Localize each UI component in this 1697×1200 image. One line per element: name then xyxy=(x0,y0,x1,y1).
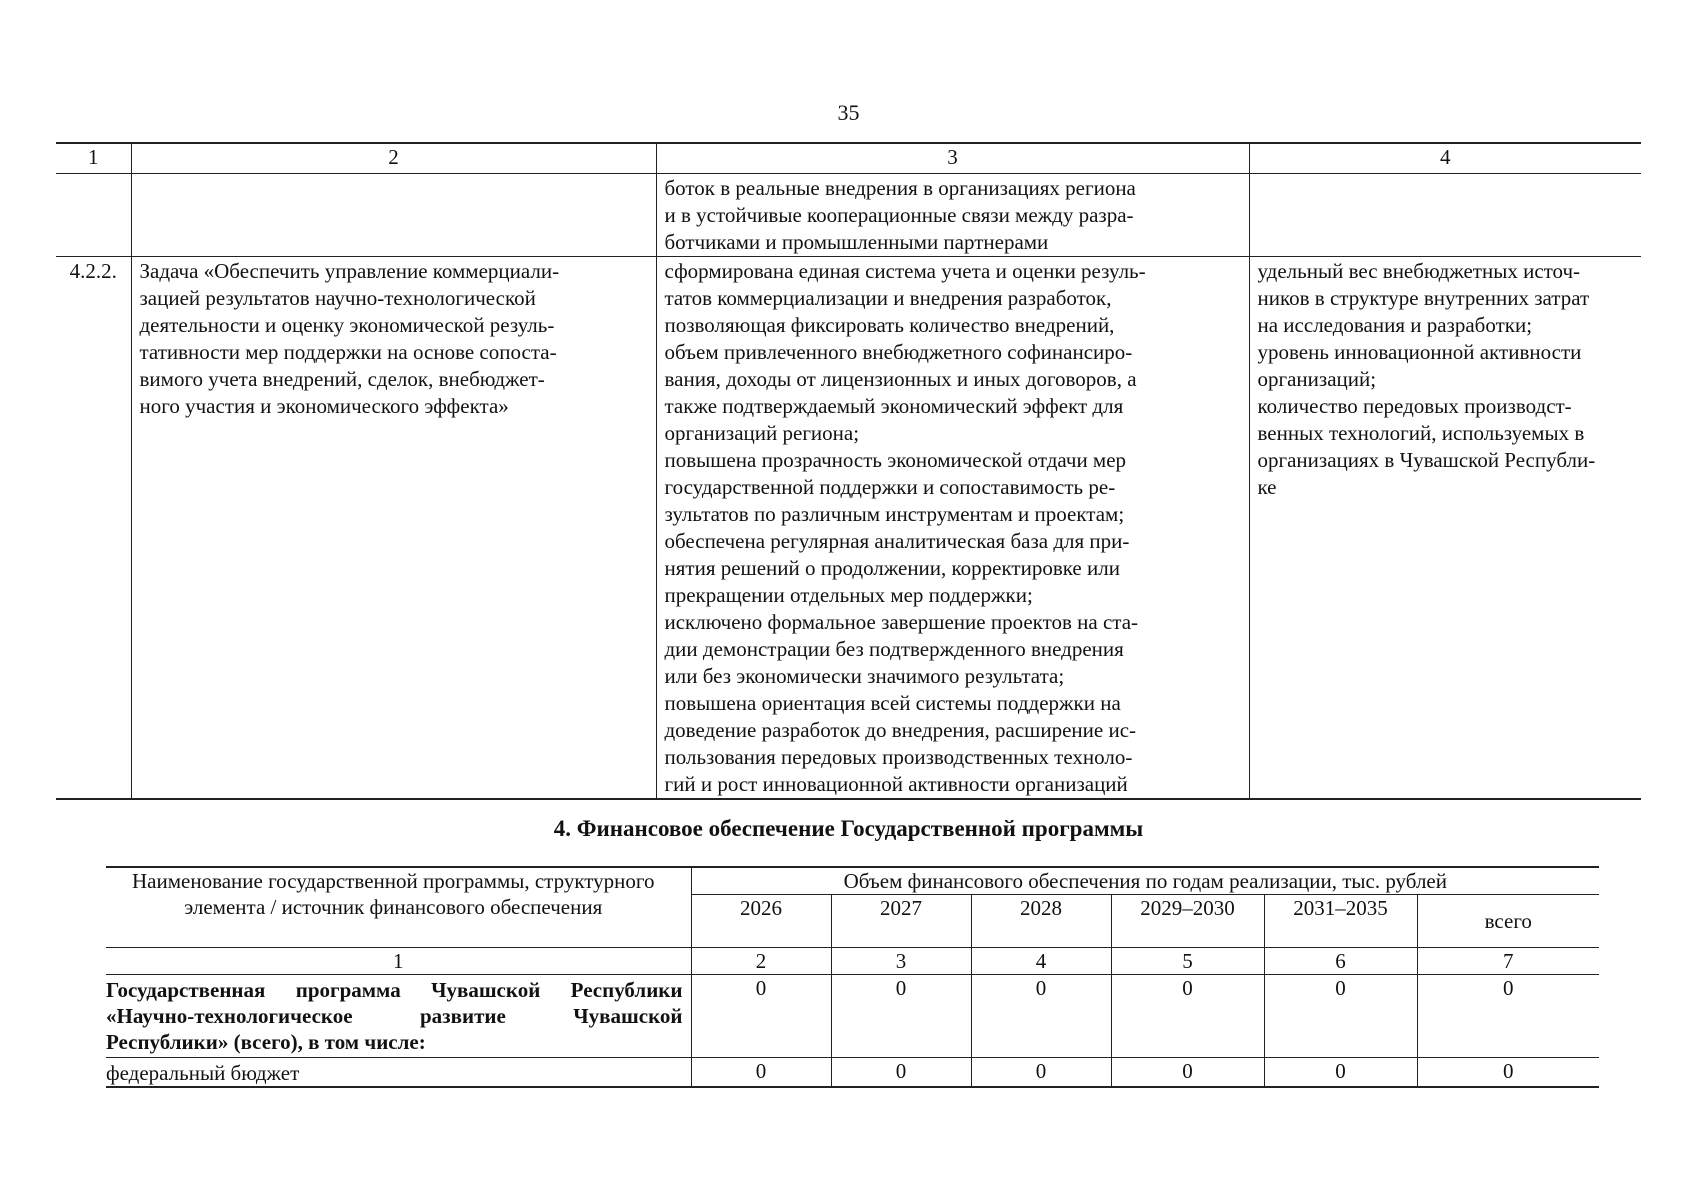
continuation-num-cell xyxy=(56,174,131,257)
finance-colnum-row xyxy=(106,948,1599,975)
text-line: на исследования и разработки; xyxy=(1257,313,1533,337)
year-header-2026: 2026 xyxy=(691,895,831,948)
finance-colnum: 5 xyxy=(1111,948,1264,975)
finance-value-2026: 0 xyxy=(691,975,831,1058)
text-line: удельный вес внебюджетных источ- xyxy=(1257,259,1581,283)
text-line: вимого учета внедрений, сделок, внебюджет- xyxy=(139,367,545,391)
text-line: вания, доходы от лицензионных и иных договоров, а xyxy=(664,367,1137,391)
year-header-2028: 2028 xyxy=(971,895,1111,948)
text-line: государственной поддержки и сопоставимость ре- xyxy=(664,475,1116,499)
text-line: объем привлеченного внебюджетного софинансиро- xyxy=(664,340,1133,364)
finance-colnum: 1 xyxy=(106,948,691,975)
text-line: нятия решений о продолжении, корректировке или xyxy=(664,556,1120,580)
text-line: количество передовых производст- xyxy=(1257,394,1572,418)
finance-value-2026: 0 xyxy=(691,1058,831,1088)
finance-value-2031-2035: 0 xyxy=(1264,1058,1417,1088)
text-line: ников в структуре внутренних затрат xyxy=(1257,286,1590,310)
continuation-results-cell xyxy=(656,174,1249,257)
continuation-row xyxy=(56,174,1641,257)
year-header-2027: 2027 xyxy=(831,895,971,948)
finance-value-2028: 0 xyxy=(971,975,1111,1058)
text-line: уровень инновационной активности xyxy=(1257,340,1582,364)
text-line: венных технологий, используемых в xyxy=(1257,421,1585,445)
task-results xyxy=(656,257,1249,800)
text-line: повышена ориентация всей системы поддержки на xyxy=(664,691,1121,715)
text-line: гий и рост инновационной активности организаций xyxy=(664,772,1128,796)
text-line: ного участия и экономического эффекта» xyxy=(139,394,509,418)
text-line: также подтверждаемый экономический эффект для xyxy=(664,394,1124,418)
finance-value-2029-2030: 0 xyxy=(1111,975,1264,1058)
text-line: тативности мер поддержки на основе сопоста- xyxy=(139,340,557,364)
task-row-4-2-2 xyxy=(56,257,1641,800)
finance-value-2028: 0 xyxy=(971,1058,1111,1088)
goals-col-header-3: 3 xyxy=(656,143,1249,174)
text-line: организаций; xyxy=(1257,367,1377,391)
finance-value-total: 0 xyxy=(1417,975,1599,1058)
finance-value-2031-2035: 0 xyxy=(1264,975,1417,1058)
finance-row-federal-budget xyxy=(106,1058,1599,1088)
finance-volume-header: Объем финансового обеспечения по годам реализации, тыс. рублей xyxy=(691,867,1599,895)
text-line: или без экономически значимого результата; xyxy=(664,664,1065,688)
text-line: татов коммерциализации и внедрения разработок, xyxy=(664,286,1112,310)
finance-colnum: 4 xyxy=(971,948,1111,975)
finance-value-2027: 0 xyxy=(831,975,971,1058)
task-description xyxy=(131,257,656,800)
section-title: 4. Финансовое обеспечение Государственной программы xyxy=(553,816,1144,841)
text-line: организаций региона; xyxy=(664,421,860,445)
finance-value-2029-2030: 0 xyxy=(1111,1058,1264,1088)
text-line: доведение разработок до внедрения, расширение ис- xyxy=(664,718,1137,742)
text-line: ботчиками и промышленными партнерами xyxy=(664,230,1049,254)
text-line: позволяющая фиксировать количество внедрений, xyxy=(664,313,1115,337)
finance-colnum: 3 xyxy=(831,948,971,975)
text-line: сформирована единая система учета и оценки резуль- xyxy=(664,259,1146,283)
year-header-2029-2030: 2029–2030 xyxy=(1111,895,1264,948)
task-indicators xyxy=(1249,257,1641,800)
finance-header-row-1 xyxy=(106,867,1599,895)
text-line: и в устойчивые кооперационные связи между разра- xyxy=(664,203,1134,227)
finance-colnum: 2 xyxy=(691,948,831,975)
text-line: пользования передовых производственных техноло- xyxy=(664,745,1133,769)
text-line: прекращении отдельных мер поддержки; xyxy=(664,583,1033,607)
year-header-2031-2035: 2031–2035 xyxy=(1264,895,1417,948)
goals-col-header-4: 4 xyxy=(1249,143,1641,174)
finance-value-total: 0 xyxy=(1417,1058,1599,1088)
finance-value-2027: 0 xyxy=(831,1058,971,1088)
task-number: 4.2.2. xyxy=(56,257,131,800)
text-line: дии демонстрации без подтвержденного внедрения xyxy=(664,637,1124,661)
text-line: Задача «Обеспечить управление коммерциали- xyxy=(139,259,560,283)
year-header-total: всего xyxy=(1417,895,1599,948)
text-line: повышена прозрачность экономической отдачи мер xyxy=(664,448,1127,472)
text-line: обеспечена регулярная аналитическая база для при- xyxy=(664,529,1130,553)
finance-row-name: федеральный бюджет xyxy=(106,1058,691,1088)
text-line: исключено формальное завершение проектов на ста- xyxy=(664,610,1139,634)
text-line: организациях в Чувашской Республи- xyxy=(1257,448,1596,472)
continuation-task-cell xyxy=(131,174,656,257)
finance-row-name: Государственная программа Чувашской Республики «Научно-технологическое развитие Чувашской Республики» (всего), в том числе: xyxy=(106,975,691,1058)
text-line: ке xyxy=(1257,475,1277,499)
finance-colnum: 7 xyxy=(1417,948,1599,975)
page-number: 35 xyxy=(837,100,860,125)
finance-table xyxy=(106,866,1599,1088)
goals-table xyxy=(56,142,1641,800)
text-line: зацией результатов научно-технологической xyxy=(139,286,536,310)
text-line: деятельности и оценку экономической резуль- xyxy=(139,313,555,337)
goals-col-header-2: 2 xyxy=(131,143,656,174)
continuation-indicators-cell xyxy=(1249,174,1641,257)
finance-row-program-total xyxy=(106,975,1599,1058)
goals-table-header-row xyxy=(56,143,1641,174)
text-line: боток в реальные внедрения в организациях региона xyxy=(664,176,1136,200)
finance-name-header: Наименование государственной программы, структурного элемента / источник финансового обеспечения xyxy=(106,867,691,948)
finance-colnum: 6 xyxy=(1264,948,1417,975)
text-line: зультатов по различным инструментам и проектам; xyxy=(664,502,1125,526)
goals-col-header-1: 1 xyxy=(56,143,131,174)
